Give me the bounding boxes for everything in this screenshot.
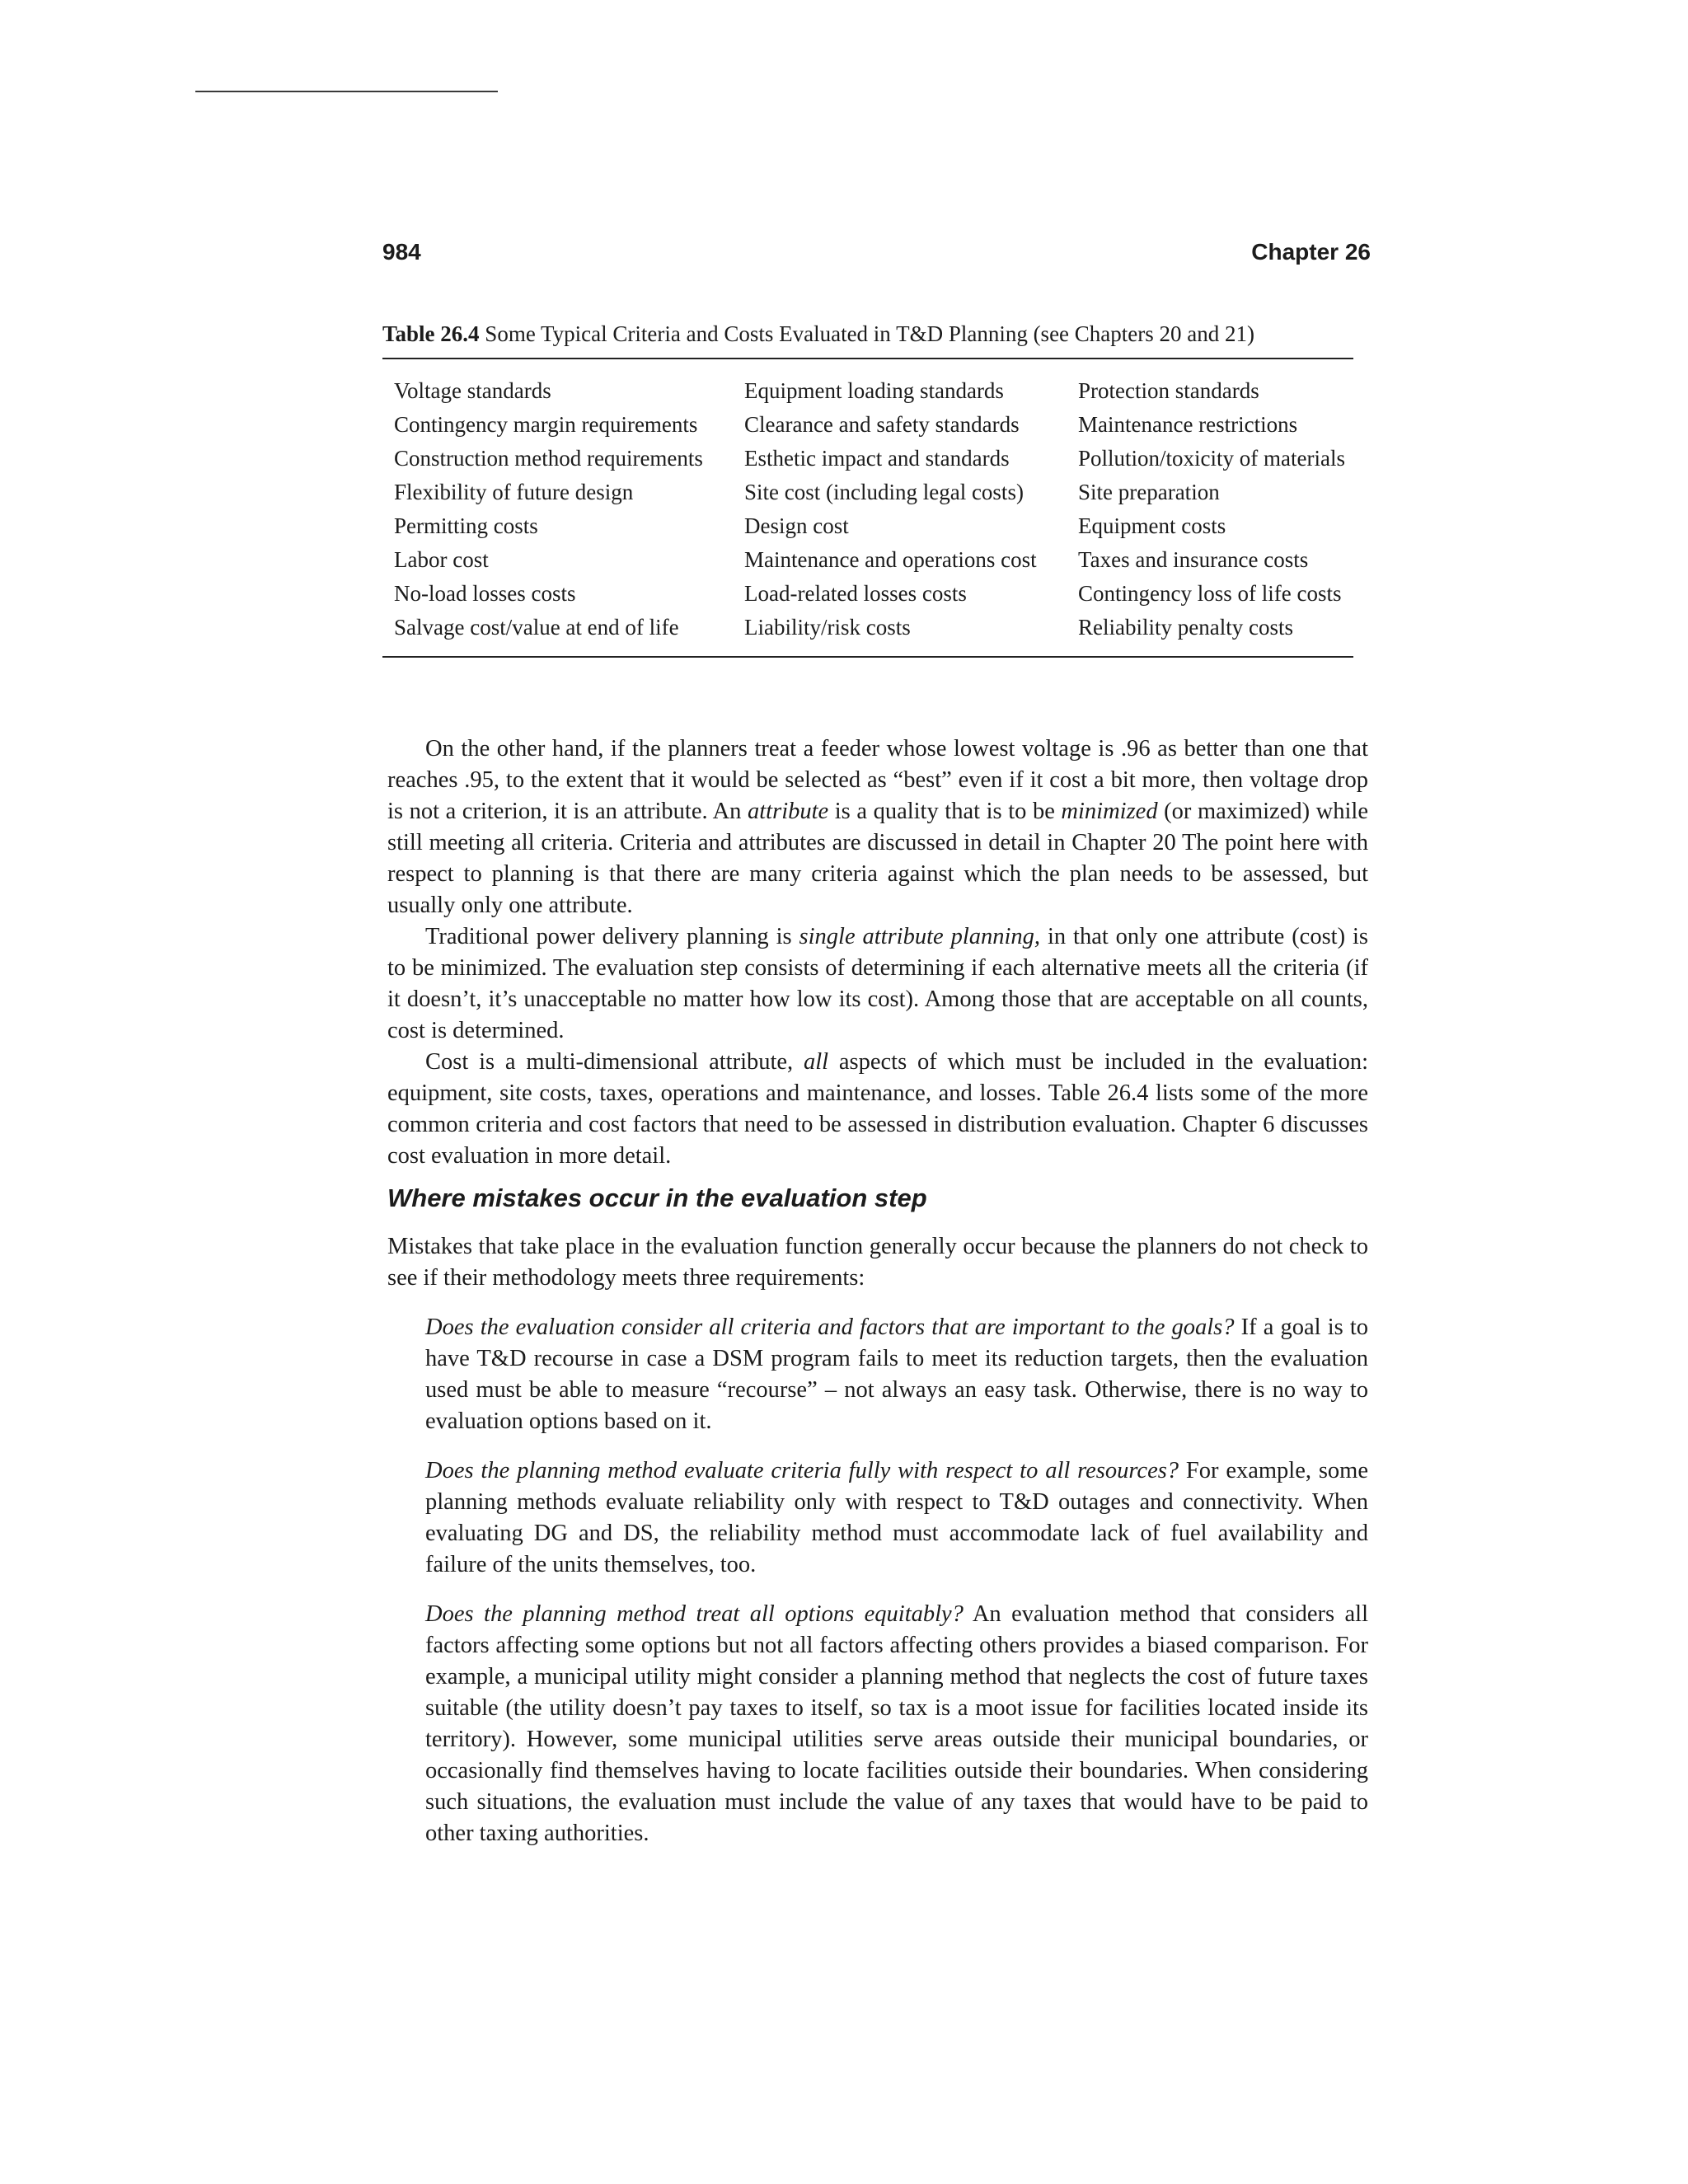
- table-cell: Design cost: [744, 513, 849, 538]
- table-caption-label: Table 26.4: [382, 321, 480, 346]
- table-cell: Pollution/toxicity of materials: [1078, 446, 1345, 471]
- table-cell: Taxes and insurance costs: [1078, 547, 1309, 572]
- emphasis: all: [803, 1049, 829, 1075]
- section-heading: Where mistakes occur in the evaluation step: [387, 1183, 927, 1212]
- table-cell: Equipment costs: [1078, 513, 1226, 538]
- table-cell: Flexibility of future design: [394, 480, 634, 504]
- body-text: [387, 733, 1368, 1849]
- criteria-table-container: [382, 358, 1353, 658]
- table-cell: Protection standards: [1078, 378, 1259, 403]
- paragraph: Traditional power delivery planning is single attribute planning, in that only one attribute (cost) is to be minimized. The evaluation step consists of determining if each alternative meets all the criteria (if it doesn’t, it’s unacceptable no matter how low its cost). Among those that are acceptable on all counts, cost is determined.: [387, 924, 1368, 1043]
- table-cell: Liability/risk costs: [744, 615, 911, 640]
- table-row: [382, 476, 1353, 509]
- table-cell: Maintenance and operations cost: [744, 547, 1037, 572]
- emphasis: single attribute planning,: [799, 924, 1041, 949]
- table-cell: Permitting costs: [394, 513, 538, 538]
- table-row: [382, 543, 1353, 577]
- table-row: [382, 611, 1353, 644]
- table-row: [382, 577, 1353, 611]
- paragraph: Mistakes that take place in the evaluation function generally occur because the planners do not check to see if their methodology meets three requirements:: [387, 1234, 1368, 1291]
- table-row: [382, 374, 1353, 408]
- page-number: 984: [382, 239, 421, 265]
- top-rule: [195, 91, 498, 92]
- table-row: [382, 408, 1353, 442]
- requirement-item: Does the evaluation consider all criteria and factors that are important to the goals? If a goal is to have T&D recourse in case a DSM program fails to meet its reduction targets, then the evaluation used must be able to measure “recourse” – not always an easy task. Otherwise, there is no way to evaluation options based on it.: [425, 1315, 1368, 1434]
- table-cell: Salvage cost/value at end of life: [394, 615, 679, 640]
- table-caption-text: Some Typical Criteria and Costs Evaluated in T&D Planning (see Chapters 20 and 21): [485, 321, 1254, 346]
- table-cell: Construction method requirements: [394, 446, 703, 471]
- table-cell: Contingency margin requirements: [394, 412, 698, 437]
- emphasis: minimized: [1061, 799, 1158, 824]
- requirement-item: Does the planning method treat all options equitably? An evaluation method that considers all factors affecting some options but not all factors affecting others provides a biased comparison. For example, a municipal utility might consider a planning method that neglects the cost of future taxes suitable (the utility doesn’t pay taxes to itself, so tax is a moot issue for facilities located inside its territory). However, some municipal utilities serve areas outside their municipal boundaries, or occasionally find themselves having to locate facilities outside their boundaries. When considering such situations, the evaluation must include the value of any taxes that would have to be paid to other taxing authorities.: [425, 1601, 1369, 1846]
- table-cell: Reliability penalty costs: [1078, 615, 1293, 640]
- table-cell: Site cost (including legal costs): [744, 480, 1024, 504]
- table-cell: Maintenance restrictions: [1078, 412, 1298, 437]
- requirement-question: Does the evaluation consider all criteria and factors that are important to the goals?: [425, 1315, 1235, 1340]
- table-cell: Clearance and safety standards: [744, 412, 1020, 437]
- table-cell: Contingency loss of life costs: [1078, 581, 1342, 606]
- table-row: [382, 509, 1353, 543]
- table-cell: Site preparation: [1078, 480, 1220, 504]
- requirement-item: Does the planning method evaluate criteria fully with respect to all resources? For example, some planning methods evaluate reliability only with respect to T&D outages and connectivity. When evaluating DG and DS, the reliability method must accommodate lack of fuel availability and failure of the units themselves, too.: [425, 1458, 1368, 1577]
- table-cell: Labor cost: [394, 547, 489, 572]
- requirement-question: Does the planning method treat all options equitably?: [425, 1601, 964, 1627]
- table-row: [382, 442, 1353, 476]
- paragraph: On the other hand, if the planners treat a feeder whose lowest voltage is .96 as better than one that reaches .95, to the extent that it would be selected as “best” even if it cost a bit more, then voltage drop is not a criterion, it is an attribute. An attribute is a quality that is to be minimized (or maximized) while still meeting all criteria. Criteria and attributes are discussed in detail in Chapter 20 The point here with respect to planning is that there are many criteria against which the plan needs to be assessed, but usually only one attribute.: [387, 736, 1368, 918]
- requirement-question: Does the planning method evaluate criteria fully with respect to all resources?: [425, 1458, 1179, 1483]
- table-cell: Equipment loading standards: [744, 378, 1004, 403]
- table-cell: No-load losses costs: [394, 581, 576, 606]
- chapter-label: Chapter 26: [1251, 239, 1371, 265]
- table-caption: [382, 321, 1371, 347]
- paragraph: Cost is a multi-dimensional attribute, all aspects of which must be included in the evaluation: equipment, site costs, taxes, operations and maintenance, and losses. Table 26.4 lists some of the more common criteria and cost factors that need to be assessed in distribution evaluation. Chapter 6 discusses cost evaluation in more detail.: [387, 1049, 1369, 1169]
- table-cell: Load-related losses costs: [744, 581, 967, 606]
- running-head: [382, 239, 1371, 272]
- table-cell: Voltage standards: [394, 378, 551, 403]
- criteria-table: [382, 374, 1353, 644]
- emphasis: attribute: [748, 799, 829, 824]
- table-cell: Esthetic impact and standards: [744, 446, 1010, 471]
